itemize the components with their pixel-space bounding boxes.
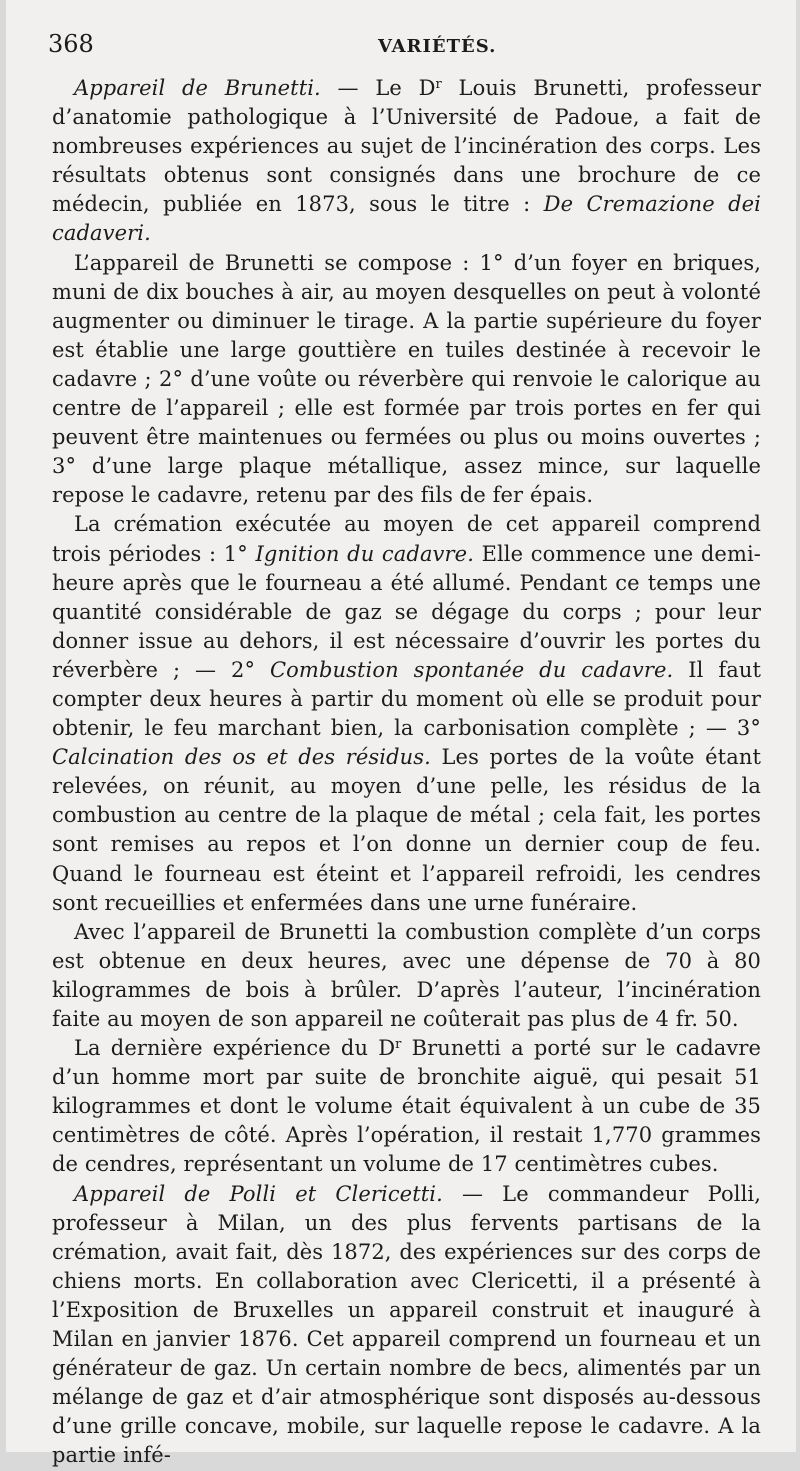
italic-title: De Cremazione dei cadaveri. <box>52 192 761 246</box>
body-text <box>52 74 761 1471</box>
paragraph-cremation-periods <box>52 510 761 917</box>
italic-term: Ignition du cadavre. <box>255 541 474 566</box>
paragraph-last-experience <box>52 1034 761 1179</box>
paragraph-polli-clericetti <box>52 1180 761 1471</box>
text-run: — Le commandeur Polli, professeur à Milan, un des plus fervents partisans de la crémation, avait fait, dès 1872, des expériences sur des corps de chiens morts. En collaboration avec Clericetti, il a présenté à l’Exposition de Bruxelles un appareil construit et inauguré à Milan en janvier 1876. Cet appareil comprend un fourneau et un générateur de gaz. Un certain nombre de becs, alimentés par un mélange de gaz et d’air atmosphérique sont disposés au-dessous d’une grille concave, mobile, sur laquelle repose le cadavre. A la partie infé- <box>52 1181 761 1468</box>
text-run: La crémation exécutée au moyen de cet appareil comprend trois périodes : 1° <box>52 512 761 566</box>
text-run: Elle commence une demi-heure après que le fourneau a été allumé. Pendant ce temps une quantité considérable de gaz se dégage du corps ; pour leur donner issue au dehors, il est nécessaire d’ouvrir les portes du réverbère ; — 2° <box>52 541 761 682</box>
italic-term: Combustion spontanée du cadavre. <box>270 657 674 682</box>
text-run: Il faut compter deux heures à partir du moment où elle se produit pour obtenir, le feu marchant bien, la carbonisation complète ; — 3° <box>52 657 761 741</box>
superscript: r <box>435 76 442 92</box>
section-heading-brunetti: Appareil de Brunetti. <box>74 76 321 100</box>
italic-term: Calcination des os et des résidus. <box>52 745 431 770</box>
text-run: La dernière expérience du D <box>74 1036 396 1061</box>
book-page <box>6 0 796 1468</box>
section-heading-polli: Appareil de Polli et Clericetti. <box>74 1181 443 1206</box>
text-run: Brunetti a porté sur le cadavre d’un homme mort par suite de bronchite aiguë, qui pesait 51 kilogrammes et dont le volume était équivalent à un cube de 35 centimètres de côté. Après l’opération, il restait 1,770 grammes de cendres, représentant un volume de 17 centimètres cubes. <box>52 1036 761 1177</box>
superscript: r <box>395 1036 402 1052</box>
page-header <box>48 30 761 74</box>
page-number: 368 <box>48 30 94 58</box>
paragraph-brunetti-apparatus: L’appareil de Brunetti se compose : 1° d’un foyer en briques, muni de dix bouches à air, au moyen desquelles on peut à volonté augmenter ou diminuer le tirage. A la partie supérieure du foyer est établie une large gouttière en tuiles destinée à recevoir le cadavre ; 2° d’une voûte ou réverbère qui renvoie le calorique au centre de l’appareil ; elle est formée par trois portes en fer qui peuvent être maintenues ou fermées ou plus ou moins ouvertes ; 3° d’une large plaque métallique, assez mince, sur laquelle repose le cadavre, retenu par des fils de fer épais. <box>52 250 761 508</box>
paragraph-brunetti-intro <box>52 74 761 249</box>
text-run: Louis Brunetti, professeur d’anatomie pathologique à l’Université de Padoue, a fait de nombreuses expériences au sujet de l’incinération des corps. Les résultats obtenus sont consignés dans une brochure de ce médecin, publiée en 1873, sous le titre : <box>52 76 762 217</box>
text-run: Les portes de la voûte étant relevées, on réunit, au moyen d’une pelle, les résidus de la combustion au centre de la plaque de métal ; cela fait, les portes sont remises au repos et l’on donne un dernier coup de feu. Quand le fourneau est éteint et l’appareil refroidi, les cendres sont recueillies et enfermées dans une urne funéraire. <box>52 745 761 915</box>
running-title: VARIÉTÉS. <box>378 36 497 57</box>
text-run: — Le D <box>320 76 436 100</box>
paragraph-brunetti-cost: Avec l’appareil de Brunetti la combustion complète d’un corps est obtenue en deux heures, avec une dépense de 70 à 80 kilogrammes de bois à brûler. D’après l’auteur, l’incinération faite au moyen de son appareil ne coûterait pas plus de 4 fr. 50. <box>52 919 761 1031</box>
